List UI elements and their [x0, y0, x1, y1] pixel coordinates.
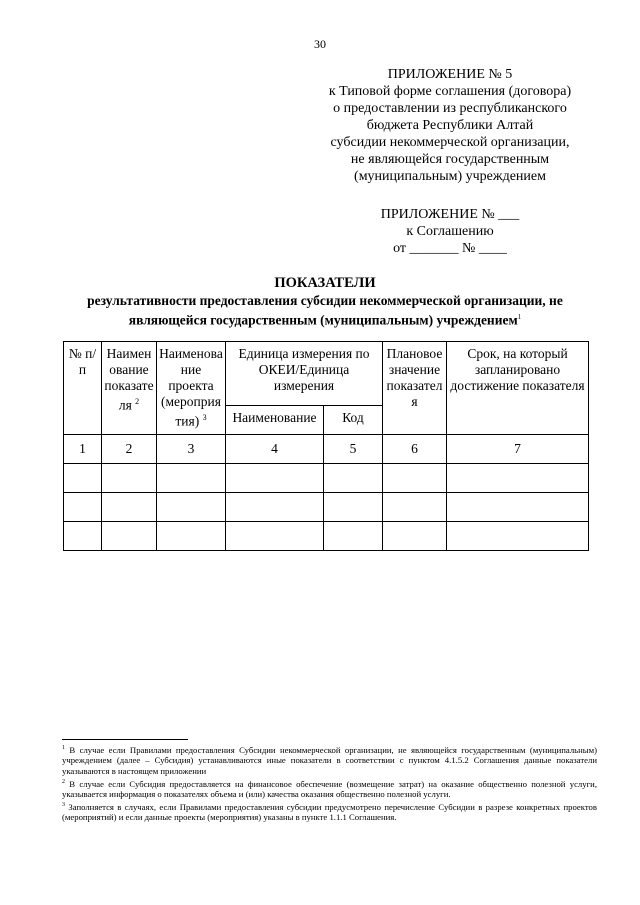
table-row: [64, 521, 589, 550]
table-cell[interactable]: [157, 492, 226, 521]
table-cell[interactable]: [226, 463, 324, 492]
header-indicator-name-text: Наименование показателя: [104, 346, 154, 413]
footnote-1: [62, 743, 597, 777]
header-indicator-name: [102, 342, 157, 435]
title-subtitle-text: результативности предоставления субсидии некоммерческой организации, не являющейся государственным (муниципальным) учреждением: [87, 293, 563, 328]
title-main: ПОКАЗАТЕЛИ: [274, 275, 376, 291]
footnote-3: [62, 800, 597, 823]
header-unit-group: Единица измерения по ОКЕИ/Единица измерения: [226, 342, 383, 406]
table-cell[interactable]: [226, 492, 324, 521]
header-project-name: [157, 342, 226, 435]
appendix-line: к Типовой форме соглашения (договора): [328, 84, 572, 99]
attachment-number: ПРИЛОЖЕНИЕ № ___: [380, 207, 520, 222]
indicators-table: [63, 341, 589, 551]
header-number: № п/п: [64, 342, 102, 435]
agreement-attachment-header: [300, 206, 600, 257]
table-cell[interactable]: [102, 463, 157, 492]
table-cell[interactable]: [324, 463, 383, 492]
table-cell[interactable]: [64, 463, 102, 492]
header-project-name-text: Наименование проекта (мероприятия): [159, 346, 223, 429]
footnote-2-text: В случае если Субсидия предоставляется на финансовое обеспечение (возмещение затрат) на оказание общественно полезной услуги, указывается информация о показателях объема и (или) качества оказания общественно полезной услуги.: [62, 778, 597, 800]
title-subtitle: [55, 292, 595, 329]
attachment-agreement: к Соглашению: [406, 224, 494, 239]
appendix-line: не являющейся государственным: [350, 152, 550, 167]
appendix-line: (муниципальным) учреждением: [354, 169, 546, 184]
column-number: 6: [383, 434, 447, 463]
table-cell[interactable]: [64, 521, 102, 550]
column-number: 1: [64, 434, 102, 463]
footnote-separator: [62, 739, 188, 740]
table-cell[interactable]: [447, 463, 589, 492]
document-title: [55, 274, 595, 329]
table-cell[interactable]: [383, 492, 447, 521]
table-cell[interactable]: [226, 521, 324, 550]
table-cell[interactable]: [383, 463, 447, 492]
appendix-line: ПРИЛОЖЕНИЕ № 5: [387, 67, 513, 82]
appendix-line: бюджета Республики Алтай: [366, 118, 534, 133]
table-cell[interactable]: [64, 492, 102, 521]
table-cell[interactable]: [102, 521, 157, 550]
table-cell[interactable]: [157, 521, 226, 550]
table-cell[interactable]: [157, 463, 226, 492]
table-cell[interactable]: [324, 492, 383, 521]
footnotes: [62, 743, 597, 823]
column-number: 7: [447, 434, 589, 463]
column-number: 3: [157, 434, 226, 463]
column-number: 5: [324, 434, 383, 463]
footnote-3-mark: 3: [62, 801, 65, 808]
footnote-1-mark: 1: [62, 745, 65, 751]
table-cell[interactable]: [324, 521, 383, 550]
footnote-2: [62, 777, 597, 800]
table-row: [64, 492, 589, 521]
footnote-2-mark: 2: [62, 778, 65, 785]
footnote-ref-3: 3: [202, 413, 207, 422]
page-number: 30: [314, 37, 326, 51]
appendix-line: о предоставлении из республиканского: [333, 101, 567, 116]
table-cell[interactable]: [447, 521, 589, 550]
header-unit-name: Наименование: [226, 406, 324, 434]
column-number: 2: [102, 434, 157, 463]
table-row: [64, 463, 589, 492]
table-header-row: [64, 342, 589, 406]
header-unit-code: Код: [324, 406, 383, 434]
footnote-1-text: В случае если Правилами предоставления Субсидии некоммерческой организации, не являющейся государственным (муниципальным) учреждением (далее – Субсидия) устанавливаются иные показатели в соответствии с пунктом 4.1.5.2 Соглашения данные показатели указываются в настоящем приложении: [62, 744, 597, 777]
column-number: 4: [226, 434, 324, 463]
footnote-ref-1: 1: [517, 313, 522, 321]
appendix-line: субсидии некоммерческой организации,: [330, 135, 570, 150]
table-cell[interactable]: [383, 521, 447, 550]
header-deadline: Срок, на который запланировано достижение показателя: [447, 342, 589, 435]
footnote-ref-2: 2: [135, 397, 140, 406]
column-number-row: [64, 434, 589, 463]
appendix-header: [300, 66, 600, 185]
header-planned-value: Плановое значение показателя: [383, 342, 447, 435]
attachment-date-number: от _______ № ____: [393, 241, 507, 256]
table-cell[interactable]: [102, 492, 157, 521]
table-cell[interactable]: [447, 492, 589, 521]
footnote-3-text: Заполняется в случаях, если Правилами предоставления субсидии предусмотрено перечисление Субсидии в разрезе конкретных проектов (мероприятий) и если данные проекты (мероприятия) указаны в пункте 1.1.1 Соглашения.: [62, 801, 597, 823]
